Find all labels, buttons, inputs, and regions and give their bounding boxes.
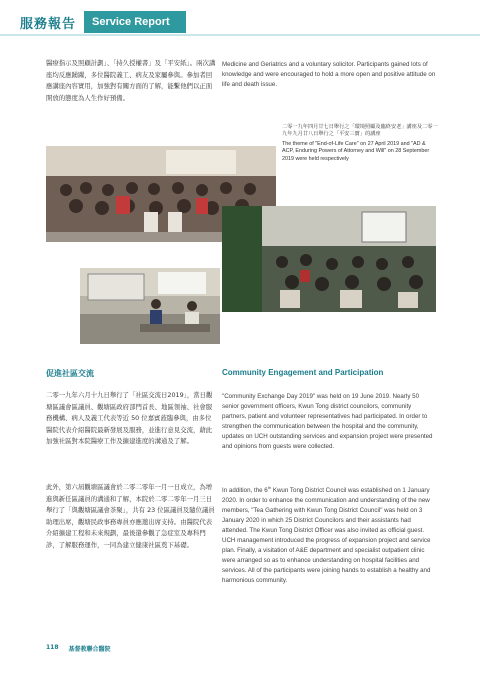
seminar-room-photo xyxy=(222,206,436,312)
para1-zh: 二零一九年六月十九日舉行了「社區交流日2019」，當日觀塘區議會區議員、觀塘區政府部門首長、地區領袖、社會服務機構、病人及義工代表等近 50 位嘉賓蒞臨參與，由多位醫院代表介紹醫院最新發展及服務，並進行意見交流，藉此加強社區對本院醫療工作及擴建進度的溝通及了解。 xyxy=(46,391,213,445)
intro-paragraph-en: Medicine and Geriatrics and a voluntary solicitor. Participants gained lots of knowledge and were encouraged to hold a more open and positive attitude on life and death issue. xyxy=(222,61,436,88)
footer-hospital-name: 基督教聯合醫院 xyxy=(68,646,111,653)
page-number: 118 xyxy=(46,644,59,651)
section-title-en: Community Engagement and Participation xyxy=(222,368,384,377)
intro-text-zh xyxy=(46,58,216,104)
caption-zh: 二零一九年四月廿七日舉行之「環境照顧及臨終安老」講座及二零一九年九月廿八日舉行之「平安三寶」的講座 xyxy=(282,124,438,138)
para2-en-part-a: In addition, the 6 xyxy=(222,487,268,495)
speakers-photo xyxy=(80,268,220,344)
caption-en: The theme of "End-of-Life Care" on 27 April 2019 and "AD & ACP, Enduring Powers of Attorney and Will" on 28 September 2019 were held respectively xyxy=(282,140,430,162)
header-divider xyxy=(0,34,480,36)
community-paragraph-en xyxy=(222,392,436,452)
intro-paragraph-zh: 醫療指示及照顧計劃」、「持久授權書」及「平安紙」。兩次講座均反應踴躍，多位醫院義工、病友及家屬參與。參加者回應講座內容實用，加強對有關方面的了解，能繫他們以正面開放的態度為人生作好預備。 xyxy=(46,59,216,102)
page-footer xyxy=(46,644,111,653)
para2-en-part-b: Kwun Tong District Council was established on 1 January 2020. In order to enhance the communication and understanding of the new members, "Tea Gathering with Kwun Tong District Council" was held on 3 January 2020 in which 25 District Councilors and their assistants had attended. The Kwun Tong District Officer was also invited as official guest. UCH management introduced the progress of expansion project and service plan. Finally, a visitation of A&E department and specialist outpatient clinic were arranged so as to enhance understanding on hospital facilities and services. All of the participants were joining hands to establish a healthy and harmonious community. xyxy=(222,487,431,585)
intro-text-en xyxy=(222,60,436,90)
para2-en xyxy=(222,483,436,586)
para1-en: "Community Exchange Day 2019" was held on 19 June 2019. Nearly 50 senior government officers, Kwun Tong district councilors, community partners, patient and volunteer representatives had participated. In order to strengthen the communication between the hospital and the community, updates on UCH outstanding services and expansion project were presented and opinions from guests were collected. xyxy=(222,393,433,450)
council-paragraph-zh xyxy=(46,482,216,551)
page-header xyxy=(0,0,480,44)
header-title-zh: 服務報告 xyxy=(20,16,77,32)
section-title-zh: 促進社區交流 xyxy=(46,369,94,378)
para2-en-superscript: th xyxy=(267,485,272,490)
council-paragraph-en xyxy=(222,483,436,586)
header-title-en: Service Report xyxy=(84,11,186,33)
photo-caption xyxy=(282,124,438,164)
para2-zh: 此外，第六屆觀塘區議會於二零二零年一月一日成立，為增進與新任區議員的溝通和了解，本院於二零二零年一月三日舉行了「與觀塘區議會茶聚」，共有 23 位區議員及隨位議員助理出席，觀塘民政事務專員亦應邀出席支持。由醫院代表介紹擴建工程和未來規劃，最後還參觀了急症室及專科門診，了解服務運作，一同為建立健康社區奠下基礎。 xyxy=(46,483,215,549)
community-paragraph-zh xyxy=(46,390,216,448)
